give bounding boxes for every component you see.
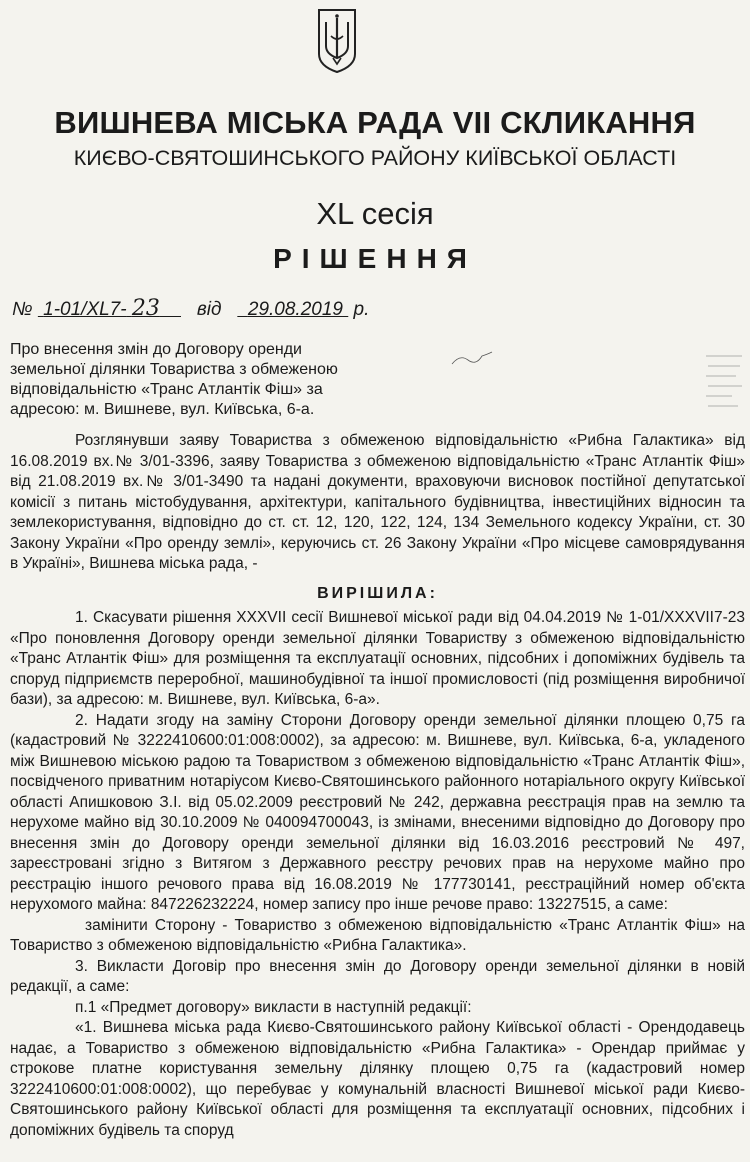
number-prefix: № (12, 299, 33, 320)
decision-subject: Про внесення змін до Договору оренди земельної ділянки Товариства з обмеженою відповідальністю «Транс Атлантік Фіш» за адресою: м. Вишневе, вул. Київська, 6-а. (10, 341, 338, 418)
item-2-paragraph: 2. Надати згоду на заміну Сторони Договору оренди земельної ділянки площею 0,75 га (кадастровий № 3222410600:01:008:0002), за адресою: м. Вишневе, вул. Київська, 6-а, укладеного між Вишневою міською радою та Товариством з обмеженою відповідальністю «Транс Атлантік Фіш», посвідченого приватним нотаріусом Києво-Святошинського районного нотаріального округу Київської області Апишковою З.І. від 05.02.2009 реєстровий № 242, державна реєстрація прав на землю та нерухоме майно від 30.10.2009 № 040094700043, із змінами, внесеними відповідно до Договору про внесення змін до Договору оренди земельної ділянки від 16.03.2016 реєстровий № 497, зареєстровані згідно з Витягом з Державного реєстру речових прав на нерухоме майно про реєстрацію іншого речового права від 16.08.2019 № 177730141, реєстраційний номер об'єкта нерухомого майна: 847226232224, номер запису про інше речове право: 13227515, а саме: (10, 711, 745, 913)
item-3-text-paragraph: «1. Вишнева міська рада Києво-Святошинського району Київської області - Орендодавець надає, а Товариство з обмеженою відповідальністю «Рибна Галактика» - Орендар приймає у строкове платне користування земельну ділянку площею 0,75 га (кадастровий номер 3222410600:01:008:0002), що перебуває у комунальній власності Вишневої міської ради Києво-Святошинського району Київської області для розміщення та експлуатації основних, підсобних і допоміжних будівель та споруд (10, 1019, 745, 1139)
district-region: КИЄВО-СВЯТОШИНСЬКОГО РАЙОНУ КИЇВСЬКОЇ ОБЛАСТІ (73, 146, 677, 170)
document-type-title: РІШЕННЯ (273, 243, 477, 274)
preamble-paragraph: Розглянувши заяву Товариства з обмеженою відповідальністю «Рибна Галактика» від 16.08.2019 вх.№ 3/01-3396, заяву Товариства з обмеженою відповідальністю «Транс Атлантік Фіш» від 21.08.2019 вх.№ 3/01-3490 та надані документи, враховуючи висновок постійної депутатської комісії з питань містобудування, архітектури, капітального будівництва, інвестиційних відносин та землекористування, відповідно до ст. ст. 12, 120, 122, 124, 134 Земельного кодексу України, ст. 30 Закону України «Про оренду землі», керуючись ст. 26 Закону України «Про місцеве самоврядування в Україні», Вишнева міська рада, - (10, 432, 745, 572)
item-3-clause-paragraph: п.1 «Предмет договору» викласти в наступній редакції: (75, 998, 472, 1016)
decision-number-line (12, 296, 369, 321)
margin-notes (702, 350, 746, 430)
session-title: XL сесія (316, 196, 434, 231)
trident-emblem-icon (316, 8, 358, 74)
decision-date: 29.08.2019 (247, 299, 343, 320)
document-body (10, 431, 745, 1141)
item-1-paragraph: 1. Скасувати рішення XXXVII сесії Вишневої міської ради від 04.04.2019 № 1-01/XXXVII7-23 «Про поновлення Договору оренди земельної ділянки Товариству з обмеженою відповідальністю «Транс Атлантік Фіш» для розміщення та експлуатації основних, підсобних і допоміжних будівель та споруд підприємств переробної, машинобудівної та іншої промисловості (під розміщення виробничої бази), за адресою: м. Вишневе, вул. Київська, 6-а». (10, 609, 745, 708)
handwritten-number: 23 (131, 296, 160, 321)
decision-number: 1-01/XL7- 23 (43, 296, 160, 321)
pen-mark (450, 350, 495, 370)
item-2-sub-paragraph: замінити Сторону - Товариство з обмеженою відповідальністю «Транс Атлантік Фіш» на Товариство з обмеженою відповідальністю «Рибна Галактика». (10, 916, 745, 954)
resolved-heading: ВИРІШИЛА: (317, 584, 438, 602)
item-3-paragraph: 3. Викласти Договір про внесення змін до Договору оренди земельної ділянки в новій редакції, а саме: (10, 957, 745, 995)
date-label: від (196, 299, 222, 320)
year-suffix: р. (353, 299, 370, 320)
council-name: ВИШНЕВА МІСЬКА РАДА VII СКЛИКАННЯ (54, 105, 696, 140)
